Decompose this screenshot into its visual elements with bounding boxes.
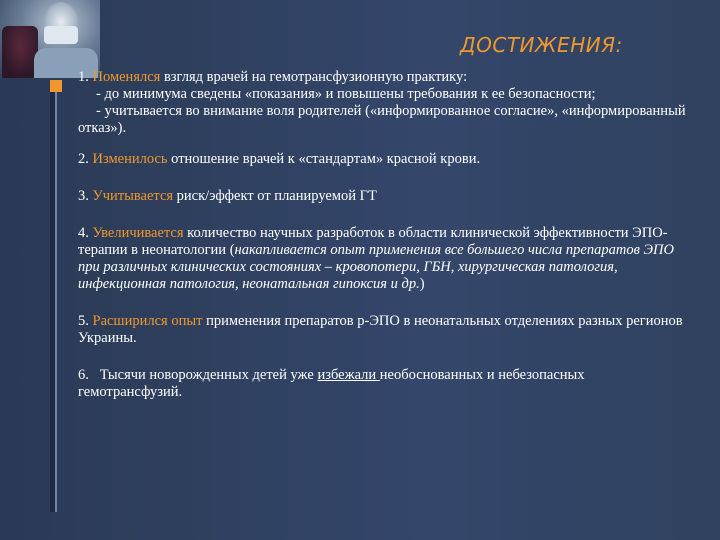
list-item: 3. Учитывается риск/эффект от планируемой ГТ xyxy=(78,188,377,204)
orange-accent-square xyxy=(50,80,62,92)
surgical-mask-image xyxy=(44,26,78,44)
doctor-photo xyxy=(0,0,100,78)
list-item: 4. Увеличивается количество научных разработок в области клинической эффективности ЭПО-терапии в неонатологии (накапливается опыт применения все большего числа препаратов ЭПО при различных клинических состояниях – кровопотери, ГБН, хирургическая патология, инфекционная патология, неонатальная гипоксия и др.) xyxy=(78,225,674,292)
item-1-sub-2: - учитывается во внимание воля родителей («информированное согласие», «информированный отказ»). xyxy=(78,103,686,136)
list-item: 6. Тысячи новорожденных детей уже избежали необоснованных и небезопасных гемотрансфузий. xyxy=(78,367,585,400)
list-item: 5. Расширился опыт применения препаратов р-ЭПО в неонатальных отделениях разных регионов Украины. xyxy=(78,313,683,346)
slide-title: ДОСТИЖЕНИЯ: xyxy=(460,33,623,57)
item-1-main: 1. Поменялся взгляд врачей на гемотрансфузионную практику: xyxy=(78,69,468,85)
blood-bag-image xyxy=(2,26,38,78)
list-item: 2. Изменилось отношение врачей к «стандартам» красной крови. xyxy=(78,151,481,167)
achievements-list xyxy=(78,69,688,416)
item-1-sub-1: - до минимума сведены «показания» и повышены требования к ее безопасности; xyxy=(96,86,596,102)
vertical-accent-line-light xyxy=(55,82,57,512)
list-item xyxy=(78,69,688,137)
